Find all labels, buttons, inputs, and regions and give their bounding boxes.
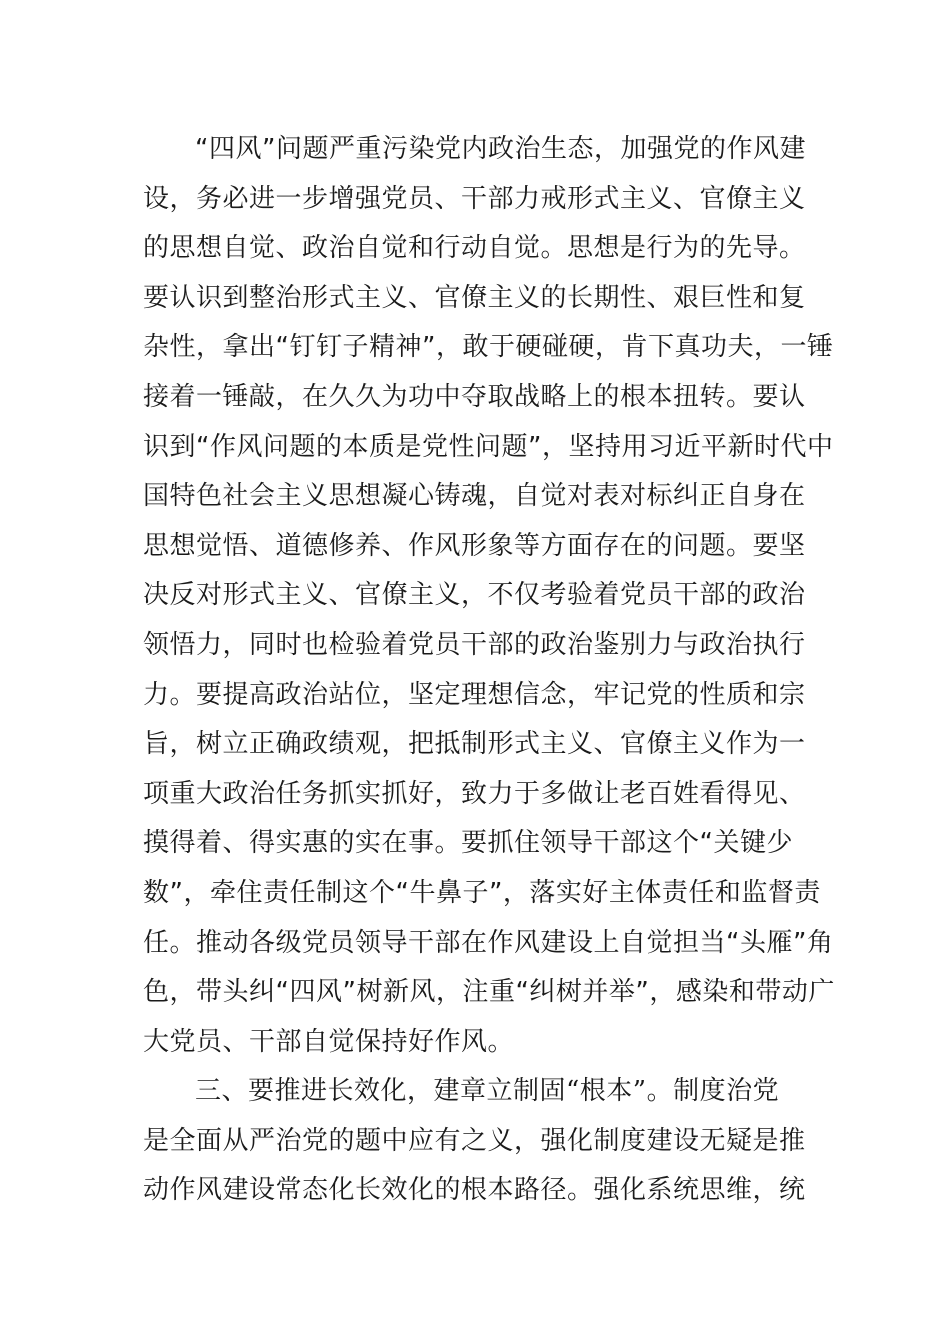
text-line: 领悟力，同时也检验着党员干部的政治鉴别力与政治执行 [143, 629, 806, 660]
text-line: 要认识到整治形式主义、官僚主义的长期性、艰巨性和复 [143, 282, 806, 313]
text-line: 数”，牵住责任制这个“牛鼻子”，落实好主体责任和监督责 [143, 877, 821, 908]
text-line: 大党员、干部自觉保持好作风。 [143, 1026, 515, 1057]
text-line: 思想觉悟、道德修养、作风形象等方面存在的问题。要坚 [143, 530, 806, 561]
text-line: 旨，树立正确政绩观，把抵制形式主义、官僚主义作为一 [143, 729, 806, 760]
text-line: 力。要提高政治站位，坚定理想信念，牢记党的性质和宗 [143, 679, 806, 710]
paragraph-1 [143, 125, 835, 1067]
text-line: 识到“作风问题的本质是党性问题”，坚持用习近平新时代中 [143, 431, 834, 462]
document-body [143, 125, 835, 1216]
paragraph-2 [143, 1067, 809, 1216]
text-line: 色，带头纠“四风”树新风，注重“纠树并举”，感染和带动广 [143, 977, 835, 1008]
text-line: 项重大政治任务抓实抓好，致力于多做让老百姓看得见、 [143, 778, 806, 809]
text-line: 设，务必进一步增强党员、干部力戒形式主义、官僚主义 [143, 183, 806, 214]
text-line: 是全面从严治党的题中应有之义，强化制度建设无疑是推 [143, 1125, 806, 1156]
section-heading-line: 三、要推进长效化，建章立制固“根本”。制度治党 [195, 1076, 780, 1107]
text-line: 杂性，拿出“钉钉子精神”，敢于硬碰硬，肯下真功夫，一锤 [143, 332, 834, 363]
text-line: 动作风建设常态化长效化的根本路径。强化系统思维，统 [143, 1175, 806, 1206]
text-line: 任。推动各级党员领导干部在作风建设上自觉担当“头雁”角 [143, 927, 834, 958]
text-line: 摸得着、得实惠的实在事。要抓住领导干部这个“关键少 [143, 828, 793, 859]
text-line: 决反对形式主义、官僚主义，不仅考验着党员干部的政治 [143, 580, 806, 611]
text-line: 国特色社会主义思想凝心铸魂，自觉对表对标纠正自身在 [143, 481, 806, 512]
text-line: 的思想自觉、政治自觉和行动自觉。思想是行为的先导。 [143, 233, 806, 264]
text-line: “四风”问题严重污染党内政治生态，加强党的作风建 [195, 134, 806, 164]
text-line: 接着一锤敲，在久久为功中夺取战略上的根本扭转。要认 [143, 381, 806, 412]
